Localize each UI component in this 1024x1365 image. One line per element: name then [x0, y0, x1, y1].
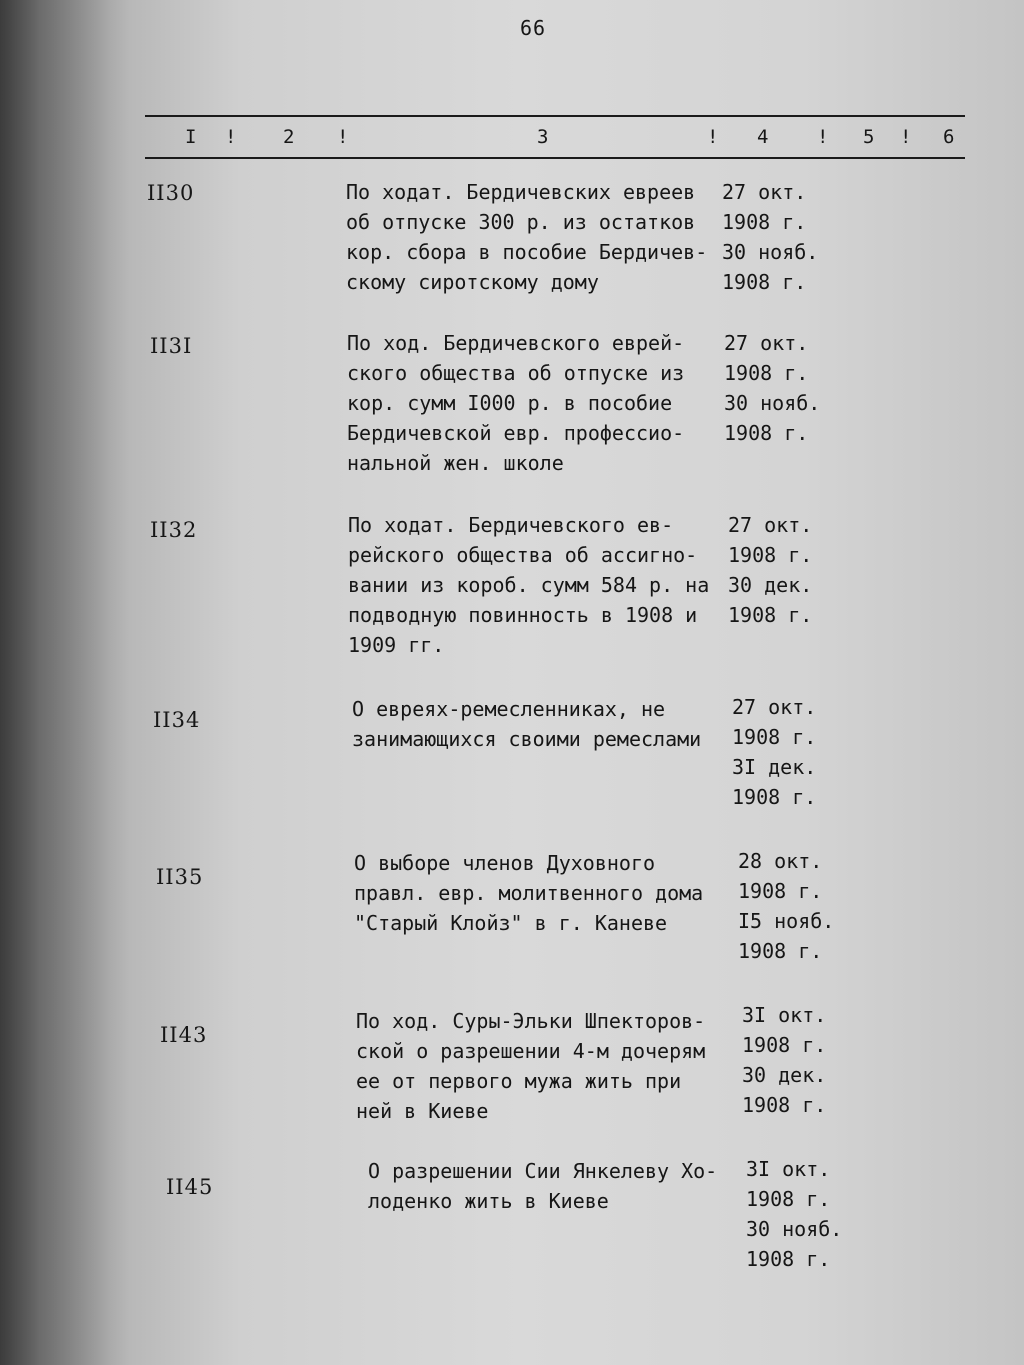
- entry-number: II35: [156, 865, 204, 889]
- entry-dates: 3I окт. 1908 г. 30 дек. 1908 г.: [742, 1003, 827, 1117]
- entry-dates: 27 окт. 1908 г. 30 нояб. 1908 г.: [724, 331, 821, 445]
- entry-dates: 27 окт. 1908 г. 30 нояб. 1908 г.: [722, 180, 819, 294]
- entry-title: По ходат. Бердичевского ев- рейского общества об ассигно- вании из короб. сумм 584 р. на подводную повинность в 1908 и 1909 гг.: [348, 513, 710, 657]
- entry-title: По ходат. Бердичевских евреев об отпуске 300 р. из остатков кор. сбора в пособие Бердичев- скому сиротскому дому: [346, 180, 708, 294]
- entry-number: II34: [153, 708, 201, 732]
- column-header-2: 2: [283, 126, 295, 148]
- column-separator: !: [707, 126, 719, 148]
- entry-number: II30: [147, 181, 195, 205]
- column-header-1: I: [185, 126, 197, 148]
- header-rule-top: [145, 115, 965, 117]
- column-separator: !: [817, 126, 829, 148]
- entry-dates: 27 окт. 1908 г. 30 дек. 1908 г.: [728, 513, 813, 627]
- entry-number: II43: [160, 1023, 208, 1047]
- column-header-3: 3: [537, 126, 549, 148]
- column-separator: !: [337, 126, 349, 148]
- column-header-5: 5: [863, 126, 875, 148]
- entry-title: По ход. Бердичевского еврей- ского общества об отпуске из кор. сумм I000 р. в пособие Бердичевской евр. профессио- нальной жен. школе: [347, 331, 685, 475]
- entry-title: О евреях-ремесленниках, не занимающихся своими ремеслами: [352, 697, 702, 751]
- entry-dates: 28 окт. 1908 г. I5 нояб. 1908 г.: [738, 849, 835, 963]
- entry-title: По ход. Суры-Эльки Шпекторов- ской о разрешении 4-м дочерям ее от первого мужа жить при ней в Киеве: [356, 1009, 706, 1123]
- column-separator: !: [225, 126, 237, 148]
- entry-dates: 3I окт. 1908 г. 30 нояб. 1908 г.: [746, 1157, 843, 1271]
- column-separator: !: [900, 126, 912, 148]
- page-binding-shadow: [0, 0, 130, 1365]
- entry-number: II3I: [150, 334, 193, 358]
- entry-title: О разрешении Сии Янкелеву Хо- лоденко жить в Киеве: [368, 1159, 718, 1213]
- entry-number: II45: [166, 1175, 214, 1199]
- page-number: 66: [520, 16, 547, 40]
- entry-number: II32: [150, 518, 198, 542]
- entry-title: О выборе членов Духовного правл. евр. молитвенного дома "Старый Клойз" в г. Каневе: [354, 851, 704, 935]
- entry-dates: 27 окт. 1908 г. 3I дек. 1908 г.: [732, 695, 817, 809]
- column-header-4: 4: [757, 126, 769, 148]
- column-header-6: 6: [943, 126, 955, 148]
- header-rule-bottom: [145, 157, 965, 159]
